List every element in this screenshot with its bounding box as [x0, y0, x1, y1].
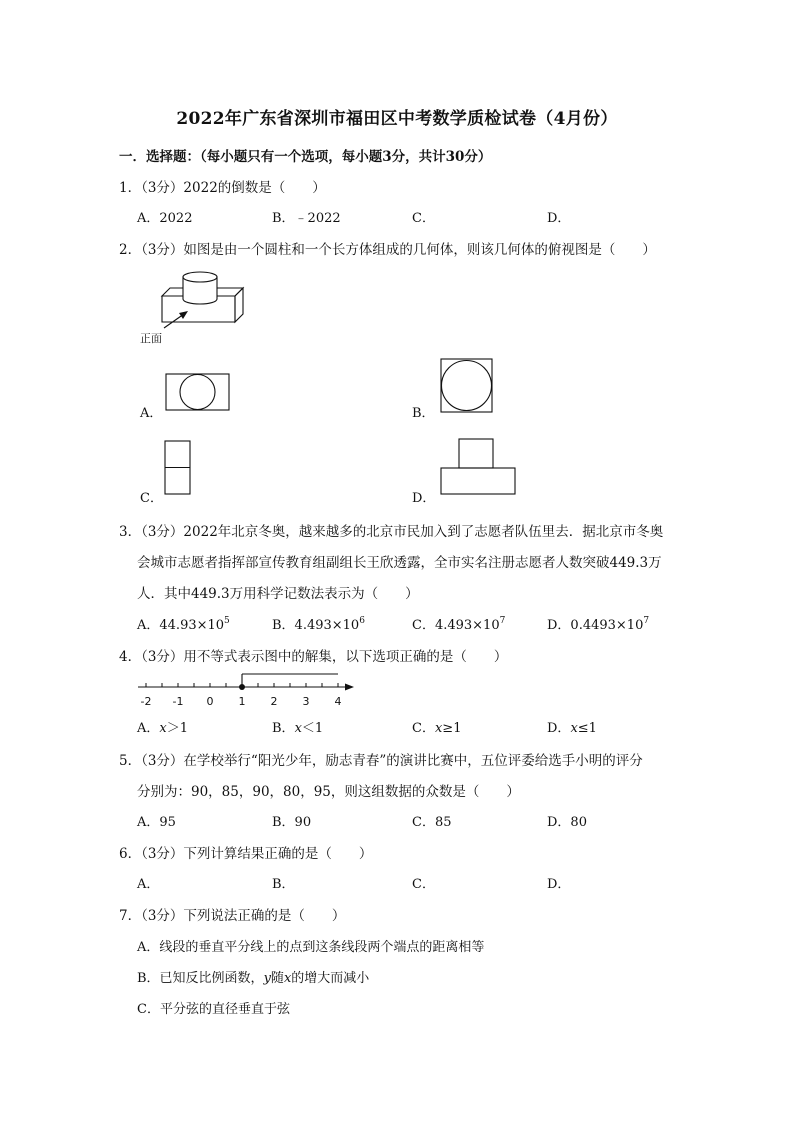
question-5-line-2: 分别为：90，85，90，80，95，则这组数据的众数是（ ） [137, 784, 520, 800]
q2-option-a-figure[interactable] [165, 373, 231, 413]
q6-option-c[interactable]: C． [412, 877, 435, 892]
q7-option-c[interactable]: C．平分弦的直径垂直于弦 [137, 1002, 290, 1017]
q2-option-d[interactable]: D． [412, 491, 436, 506]
q3-option-c-base: C．4.493×10 [412, 618, 500, 633]
q2-option-b[interactable]: B． [412, 406, 435, 421]
tick-label: -1 [172, 695, 184, 708]
q4-option-d[interactable] [547, 717, 597, 736]
front-view-label: 正面 [140, 332, 162, 345]
q3-option-d-exponent: 7 [643, 615, 650, 626]
q3-option-b[interactable] [272, 614, 365, 633]
q3-option-b-base: B．4.493×10 [272, 618, 360, 633]
question-3-line-1: 3．（3分）2022年北京冬奥，越来越多的北京市民加入到了志愿者队伍里去．据北京市冬奥 [119, 524, 664, 540]
q6-option-a[interactable]: A． [137, 877, 160, 892]
question-3-line-3: 人．其中449.3万用科学记数法表示为（ ） [137, 586, 419, 602]
q1-option-a[interactable]: A．2022 [137, 211, 193, 226]
q2-option-c[interactable]: C． [140, 491, 163, 506]
tick-label: 2 [270, 695, 278, 708]
q7-option-a[interactable]: A．线段的垂直平分线上的点到这条线段两个端点的距离相等 [137, 940, 485, 955]
q1-option-b[interactable]: B．﹣2022 [272, 211, 341, 226]
q4-option-b-prefix: B． [272, 721, 295, 736]
tick-label: 0 [206, 695, 214, 708]
section-heading: 一．选择题：（每小题只有一个选项，每小题3分，共计30分） [119, 149, 492, 165]
question-7-stem: 7．（3分）下列说法正确的是（ ） [119, 908, 346, 924]
q5-option-c[interactable]: C．85 [412, 815, 452, 830]
q2-option-a[interactable]: A． [140, 406, 163, 421]
q4-option-a-variable: x [159, 721, 167, 736]
q5-option-b[interactable]: B．90 [272, 815, 312, 830]
tick-label: -2 [140, 695, 152, 708]
q4-option-a-relation: ＞1 [166, 721, 189, 736]
q2-option-d-figure[interactable] [440, 438, 518, 496]
tick-label: 1 [238, 695, 246, 708]
page-title: 2022年广东省深圳市福田区中考数学质检试卷（4月份） [176, 109, 618, 129]
question-2-stem: 2．（3分）如图是由一个圆柱和一个长方体组成的几何体，则该几何体的俯视图是（ ） [119, 242, 656, 258]
question-1-stem: 1．（3分）2022的倒数是（ ） [119, 180, 326, 196]
q6-option-d[interactable]: D． [547, 877, 571, 892]
number-line [136, 670, 358, 710]
q3-option-d-base: D．0.4493×10 [547, 618, 644, 633]
q4-option-c-variable: x [434, 721, 443, 736]
q7-option-b-variable-y: y [263, 971, 271, 986]
q2-option-c-figure[interactable] [164, 440, 192, 496]
q3-option-a-base: A．44.93×10 [137, 618, 225, 633]
q1-option-c[interactable]: C． [412, 211, 435, 226]
tick-label: 3 [302, 695, 310, 708]
q3-option-a-exponent: 5 [224, 615, 230, 626]
q7-option-b-prefix: B．已知反比例函数， [137, 971, 264, 986]
q4-option-a[interactable] [137, 717, 188, 736]
question-4-stem: 4．（3分）用不等式表示图中的解集，以下选项正确的是（ ） [119, 649, 508, 665]
q2-option-b-figure[interactable] [440, 358, 494, 414]
q5-option-a[interactable]: A．95 [137, 815, 176, 830]
question-5-line-1: 5．（3分）在学校举行“阳光少年，励志青春”的演讲比赛中，五位评委给选手小明的评分 [119, 753, 643, 769]
q5-option-d[interactable]: D．80 [547, 815, 587, 830]
question-6-stem: 6．（3分）下列计算结果正确的是（ ） [119, 846, 373, 862]
q4-option-c[interactable] [412, 717, 461, 736]
q7-option-b-suffix: 的增大而减小 [291, 971, 370, 986]
q3-option-d[interactable] [547, 614, 649, 633]
tick-label: 4 [334, 695, 342, 708]
q4-option-b-variable: x [294, 721, 302, 736]
q7-option-b[interactable] [137, 967, 369, 986]
q6-option-b[interactable]: B． [272, 877, 295, 892]
q3-option-c-exponent: 7 [499, 615, 506, 626]
q4-option-d-variable: x [570, 721, 578, 736]
q3-option-a[interactable] [137, 614, 230, 633]
q4-option-b-relation: ＜1 [301, 721, 324, 736]
q4-option-a-prefix: A． [137, 721, 160, 736]
q4-option-b[interactable] [272, 717, 323, 736]
q7-option-b-variable-x: x [283, 971, 292, 986]
q3-option-c[interactable] [412, 614, 505, 633]
q4-option-d-prefix: D． [547, 721, 571, 736]
q7-option-b-text: 随 [270, 971, 284, 986]
q1-option-d[interactable]: D． [547, 211, 571, 226]
q4-option-d-relation: ≤1 [577, 721, 597, 736]
question-3-line-2: 会城市志愿者指挥部宣传教育组副组长王欣透露，全市实名注册志愿者人数突破449.3万 [137, 555, 662, 571]
q3-option-b-exponent: 6 [359, 615, 365, 626]
q4-option-c-prefix: C． [412, 721, 435, 736]
q4-option-c-relation: ≥1 [442, 721, 462, 736]
